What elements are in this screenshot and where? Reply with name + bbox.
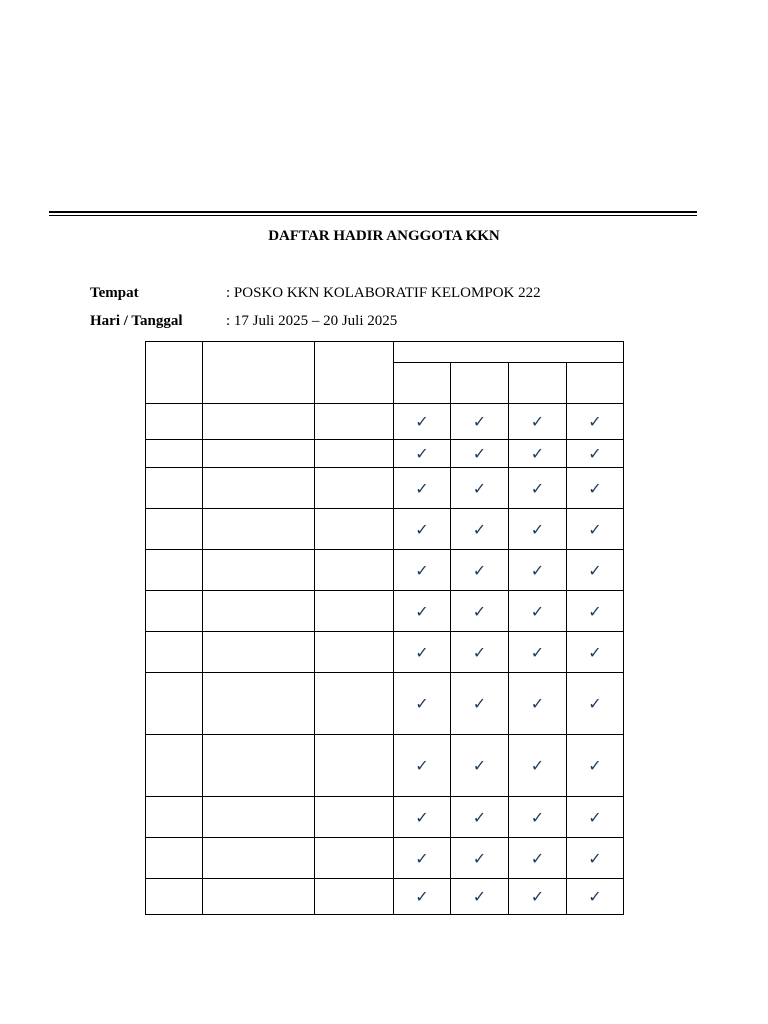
check-mark-icon: ✓ [415,694,429,713]
header-rule-thick [49,211,697,213]
check-mark-icon: ✓ [415,642,429,662]
check-mark-icon: ✓ [472,887,487,906]
cell-day-1 [394,735,451,797]
cell-no [146,404,203,440]
cell-day-3 [509,404,567,440]
cell-day-4 [567,591,624,632]
cell-no [146,468,203,509]
header-cell-name [203,342,315,404]
check-mark-icon: ✓ [415,560,429,580]
cell-no [146,838,203,879]
check-mark-icon: ✓ [415,444,429,463]
cell-no [146,632,203,673]
table-row [146,838,624,879]
table-row [146,632,624,673]
cell-no [146,797,203,838]
check-mark-icon: ✓ [588,560,602,580]
table-row [146,673,624,735]
document-title: DAFTAR HADIR ANGGOTA KKN [268,228,500,244]
check-mark-icon: ✓ [472,412,487,431]
cell-day-3 [509,509,567,550]
check-mark-icon: ✓ [415,519,429,539]
cell-day-3 [509,838,567,879]
cell-day-3 [509,468,567,509]
check-mark-icon: ✓ [472,601,487,621]
place-label: Tempat [90,285,139,301]
check-mark-icon: ✓ [530,642,545,662]
check-mark-icon: ✓ [415,412,429,431]
cell-day-2 [451,440,509,468]
check-mark-icon: ✓ [588,756,602,775]
cell-day-1 [394,509,451,550]
cell-day-4 [567,673,624,735]
header-rule-thin [49,215,697,216]
header-cell-day-3 [509,363,567,404]
cell-day-2 [451,468,509,509]
cell-day-1 [394,468,451,509]
check-mark-icon: ✓ [472,478,487,498]
cell-no [146,591,203,632]
cell-day-2 [451,550,509,591]
check-mark-icon: ✓ [530,519,545,539]
check-mark-icon: ✓ [530,887,545,906]
cell-name [203,404,315,440]
cell-name [203,735,315,797]
cell-name [203,673,315,735]
cell-no [146,879,203,915]
check-mark-icon: ✓ [588,887,602,906]
check-mark-icon: ✓ [530,560,545,580]
cell-day-1 [394,632,451,673]
cell-day-1 [394,591,451,632]
cell-name [203,632,315,673]
cell-day-4 [567,632,624,673]
check-mark-icon: ✓ [530,601,545,621]
check-mark-icon: ✓ [415,807,429,827]
cell-day-4 [567,440,624,468]
cell-name [203,440,315,468]
cell-no [146,509,203,550]
header-cell-day-4 [567,363,624,404]
check-mark-icon: ✓ [588,412,602,431]
check-mark-icon: ✓ [588,642,602,662]
cell-id [315,673,394,735]
check-mark-icon: ✓ [588,478,602,498]
cell-day-2 [451,673,509,735]
cell-day-1 [394,838,451,879]
cell-no [146,735,203,797]
cell-day-2 [451,404,509,440]
check-mark-icon: ✓ [415,601,429,621]
cell-id [315,735,394,797]
cell-day-3 [509,879,567,915]
check-mark-icon: ✓ [588,601,602,621]
cell-day-4 [567,404,624,440]
cell-day-2 [451,632,509,673]
check-mark-icon: ✓ [530,478,545,498]
cell-day-4 [567,797,624,838]
check-mark-icon: ✓ [415,887,429,906]
date-label: Hari / Tanggal [90,313,183,329]
check-mark-icon: ✓ [472,444,487,463]
cell-id [315,440,394,468]
cell-name [203,838,315,879]
check-mark-icon: ✓ [588,694,602,713]
place-value: : POSKO KKN KOLABORATIF KELOMPOK 222 [226,285,541,301]
attendance-table [145,341,624,915]
cell-id [315,550,394,591]
cell-day-3 [509,735,567,797]
header-cell-id [315,342,394,404]
cell-id [315,632,394,673]
table-row [146,509,624,550]
table-row [146,404,624,440]
table-row [146,591,624,632]
cell-day-1 [394,673,451,735]
cell-day-2 [451,838,509,879]
check-mark-icon: ✓ [415,848,429,868]
cell-day-4 [567,838,624,879]
cell-name [203,591,315,632]
check-mark-icon: ✓ [530,694,545,713]
table-row [146,550,624,591]
cell-id [315,468,394,509]
cell-name [203,879,315,915]
cell-no [146,673,203,735]
cell-no [146,550,203,591]
cell-day-1 [394,797,451,838]
cell-day-4 [567,550,624,591]
table-row [146,468,624,509]
cell-day-3 [509,591,567,632]
check-mark-icon: ✓ [588,444,602,463]
header-cell-no [146,342,203,404]
check-mark-icon: ✓ [472,848,487,868]
cell-day-3 [509,550,567,591]
check-mark-icon: ✓ [472,694,487,713]
check-mark-icon: ✓ [530,412,545,431]
table-row [146,879,624,915]
cell-name [203,468,315,509]
cell-day-4 [567,468,624,509]
check-mark-icon: ✓ [472,807,487,827]
cell-day-3 [509,673,567,735]
check-mark-icon: ✓ [472,756,487,775]
cell-day-2 [451,591,509,632]
cell-id [315,591,394,632]
check-mark-icon: ✓ [530,756,545,775]
cell-day-1 [394,879,451,915]
check-mark-icon: ✓ [530,444,545,463]
check-mark-icon: ✓ [415,478,429,498]
date-value: : 17 Juli 2025 – 20 Juli 2025 [226,313,398,329]
cell-day-1 [394,440,451,468]
cell-day-3 [509,632,567,673]
header-row-top [146,342,624,363]
check-mark-icon: ✓ [472,519,487,539]
cell-id [315,879,394,915]
table-row [146,735,624,797]
header-cell-attendance [394,342,624,363]
cell-day-2 [451,509,509,550]
check-mark-icon: ✓ [530,807,545,827]
check-mark-icon: ✓ [415,756,429,775]
cell-name [203,509,315,550]
table-row [146,440,624,468]
header-cell-day-1 [394,363,451,404]
cell-id [315,797,394,838]
cell-day-1 [394,550,451,591]
check-mark-icon: ✓ [588,807,602,827]
cell-day-2 [451,879,509,915]
header-cell-day-2 [451,363,509,404]
check-mark-icon: ✓ [530,848,545,868]
cell-id [315,509,394,550]
cell-day-4 [567,879,624,915]
cell-no [146,440,203,468]
check-mark-icon: ✓ [588,848,602,868]
cell-id [315,838,394,879]
cell-id [315,404,394,440]
cell-day-4 [567,735,624,797]
check-mark-icon: ✓ [472,560,487,580]
cell-day-2 [451,735,509,797]
cell-day-3 [509,440,567,468]
cell-day-1 [394,404,451,440]
cell-name [203,797,315,838]
check-mark-icon: ✓ [472,642,487,662]
cell-day-3 [509,797,567,838]
table-row [146,797,624,838]
cell-day-4 [567,509,624,550]
check-mark-icon: ✓ [588,519,602,539]
cell-day-2 [451,797,509,838]
cell-name [203,550,315,591]
